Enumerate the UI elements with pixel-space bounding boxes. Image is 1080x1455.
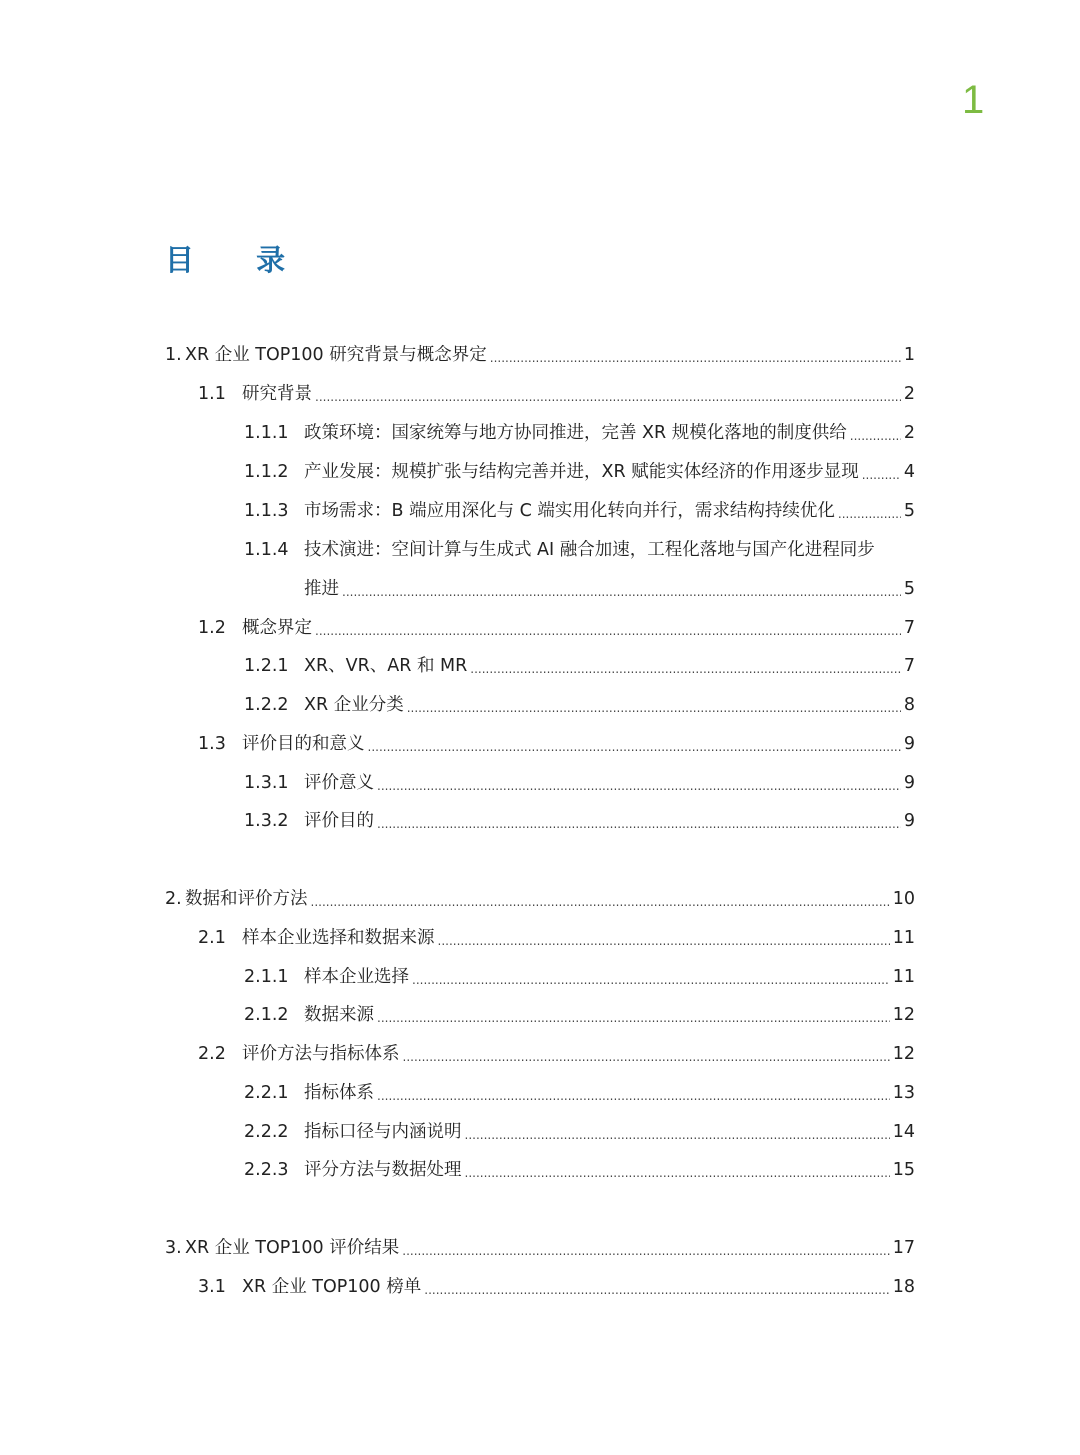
toc-entry-title: 数据和评价方法 — [185, 889, 308, 909]
toc-entry[interactable] — [244, 996, 915, 1034]
toc-entry-number: 2.2.1 — [244, 1083, 289, 1103]
toc-entry-page: 5 — [903, 501, 915, 521]
dot-leader — [342, 573, 901, 611]
toc-entry-page: 12 — [892, 1005, 915, 1025]
toc-entry-page: 5 — [903, 579, 915, 599]
toc-entry-number: 3.1 — [198, 1277, 226, 1297]
toc-entry-page: 7 — [903, 656, 915, 676]
toc-entry[interactable] — [244, 492, 915, 530]
toc-entry[interactable] — [244, 453, 915, 491]
page-number: 1 — [962, 78, 985, 122]
toc-entry-title: 技术演进：空间计算与生成式 AI 融合加速，工程化落地与国产化进程同步 — [304, 540, 875, 560]
dot-leader — [315, 378, 901, 416]
toc-entry-page: 13 — [892, 1083, 915, 1103]
toc-entry-title: 评价目的和意义 — [242, 734, 365, 754]
dot-leader — [377, 999, 890, 1037]
toc-entry-page: 4 — [903, 462, 915, 482]
toc-entry-page: 2 — [903, 384, 915, 404]
toc-entry[interactable] — [244, 531, 915, 569]
toc-entry[interactable] — [165, 1229, 915, 1267]
toc-entry-number: 3. — [165, 1238, 182, 1258]
toc-entry-page: 11 — [892, 967, 915, 987]
toc-entry-number: 1.1 — [198, 384, 226, 404]
toc-entry-title: 评价方法与指标体系 — [242, 1044, 400, 1064]
toc-entry[interactable] — [244, 958, 915, 996]
dot-leader — [311, 883, 890, 921]
dot-leader — [403, 1038, 890, 1076]
toc-entry-title: 概念界定 — [242, 618, 312, 638]
toc-entry-title: 样本企业选择和数据来源 — [242, 928, 435, 948]
dot-leader — [438, 922, 890, 960]
toc-entry-number: 1. — [165, 345, 182, 365]
toc-entry[interactable] — [244, 1151, 915, 1189]
toc-entry[interactable] — [198, 725, 915, 763]
toc-entry-number: 1.3 — [198, 734, 226, 754]
toc-entry-number: 1.3.2 — [244, 811, 289, 831]
toc-entry-title: 评分方法与数据处理 — [304, 1160, 462, 1180]
toc-entry-number: 1.1.1 — [244, 423, 289, 443]
dot-leader — [377, 805, 901, 843]
toc-entry-page: 11 — [892, 928, 915, 948]
toc-entry-number: 1.1.2 — [244, 462, 289, 482]
toc-entry-page: 2 — [903, 423, 915, 443]
toc-entry[interactable] — [244, 686, 915, 724]
toc-entry[interactable] — [244, 647, 915, 685]
toc-entry[interactable] — [198, 1035, 915, 1073]
toc-entry-page: 17 — [892, 1238, 915, 1258]
toc-entry-page: 15 — [892, 1160, 915, 1180]
toc-entry-title: XR 企业 TOP100 榜单 — [242, 1277, 422, 1297]
toc-entry-page: 8 — [903, 695, 915, 715]
toc-entry-title: 产业发展：规模扩张与结构完善并进，XR 赋能实体经济的作用逐步显现 — [304, 462, 859, 482]
dot-leader — [368, 728, 901, 766]
toc-entry[interactable] — [165, 336, 915, 374]
toc-entry[interactable] — [198, 375, 915, 413]
toc-entry-number: 2. — [165, 889, 182, 909]
dot-leader — [465, 1154, 890, 1192]
dot-leader — [490, 339, 901, 377]
toc-entry-number: 1.1.4 — [244, 540, 289, 560]
toc-entry-number: 2.1.2 — [244, 1005, 289, 1025]
dot-leader — [862, 456, 901, 494]
toc-entry-number: 2.1 — [198, 928, 226, 948]
toc-entry-title: XR 企业分类 — [304, 695, 404, 715]
dot-leader — [315, 612, 901, 650]
toc-entry-number: 1.2 — [198, 618, 226, 638]
toc-entry[interactable] — [244, 414, 915, 452]
toc-entry[interactable] — [244, 802, 915, 840]
toc-entry-number: 1.2.1 — [244, 656, 289, 676]
toc-entry-number: 2.2.3 — [244, 1160, 289, 1180]
toc-entry-title: 评价意义 — [304, 773, 374, 793]
dot-leader — [412, 961, 890, 999]
toc-entry-page: 9 — [903, 773, 915, 793]
toc-entry[interactable] — [165, 880, 915, 918]
toc-entry-number: 2.2 — [198, 1044, 226, 1064]
toc-entry-title: 市场需求：B 端应用深化与 C 端实用化转向并行，需求结构持续优化 — [304, 501, 835, 521]
toc-entry-title: 研究背景 — [242, 384, 312, 404]
toc-entry-page: 1 — [903, 345, 915, 365]
toc-entry-title: 推进 — [304, 579, 339, 599]
toc-entry-number: 2.2.2 — [244, 1122, 289, 1142]
toc-entry[interactable] — [244, 1074, 915, 1112]
toc-entry[interactable] — [198, 609, 915, 647]
toc-entry[interactable] — [198, 1268, 915, 1306]
toc-entry-title: XR 企业 TOP100 评价结果 — [185, 1238, 400, 1258]
toc-entry-page: 18 — [892, 1277, 915, 1297]
toc-entry[interactable] — [198, 919, 915, 957]
toc-entry-page: 14 — [892, 1122, 915, 1142]
toc-entry-number: 1.1.3 — [244, 501, 289, 521]
dot-leader — [424, 1271, 889, 1309]
toc-entry-title: 指标体系 — [304, 1083, 374, 1103]
toc-entry-page: 12 — [892, 1044, 915, 1064]
dot-leader — [850, 417, 901, 455]
toc-title: 目 录 — [165, 243, 312, 277]
toc-entry-page: 9 — [903, 734, 915, 754]
toc-entry[interactable] — [304, 570, 915, 608]
dot-leader — [402, 1232, 889, 1270]
dot-leader — [407, 689, 901, 727]
dot-leader — [465, 1116, 890, 1154]
dot-leader — [377, 1077, 890, 1115]
dot-leader — [377, 767, 901, 805]
toc-entry-number: 2.1.1 — [244, 967, 289, 987]
toc-entry-page: 7 — [903, 618, 915, 638]
toc-entry[interactable] — [244, 764, 915, 802]
toc-entry-title: 数据来源 — [304, 1005, 374, 1025]
toc-entry-number: 1.3.1 — [244, 773, 289, 793]
toc-entry-title: 指标口径与内涵说明 — [304, 1122, 462, 1142]
toc-entry-page: 10 — [892, 889, 915, 909]
toc-entry[interactable] — [244, 1113, 915, 1151]
toc-entry-title: XR、VR、AR 和 MR — [304, 656, 468, 676]
toc-entry-number: 1.2.2 — [244, 695, 289, 715]
toc-entry-title: 样本企业选择 — [304, 967, 409, 987]
dot-leader — [470, 650, 901, 688]
toc-entry-title: 政策环境：国家统筹与地方协同推进，完善 XR 规模化落地的制度供给 — [304, 423, 847, 443]
toc-entry-title: 评价目的 — [304, 811, 374, 831]
dot-leader — [838, 495, 901, 533]
toc-entry-page: 9 — [903, 811, 915, 831]
toc-entry-title: XR 企业 TOP100 研究背景与概念界定 — [185, 345, 487, 365]
